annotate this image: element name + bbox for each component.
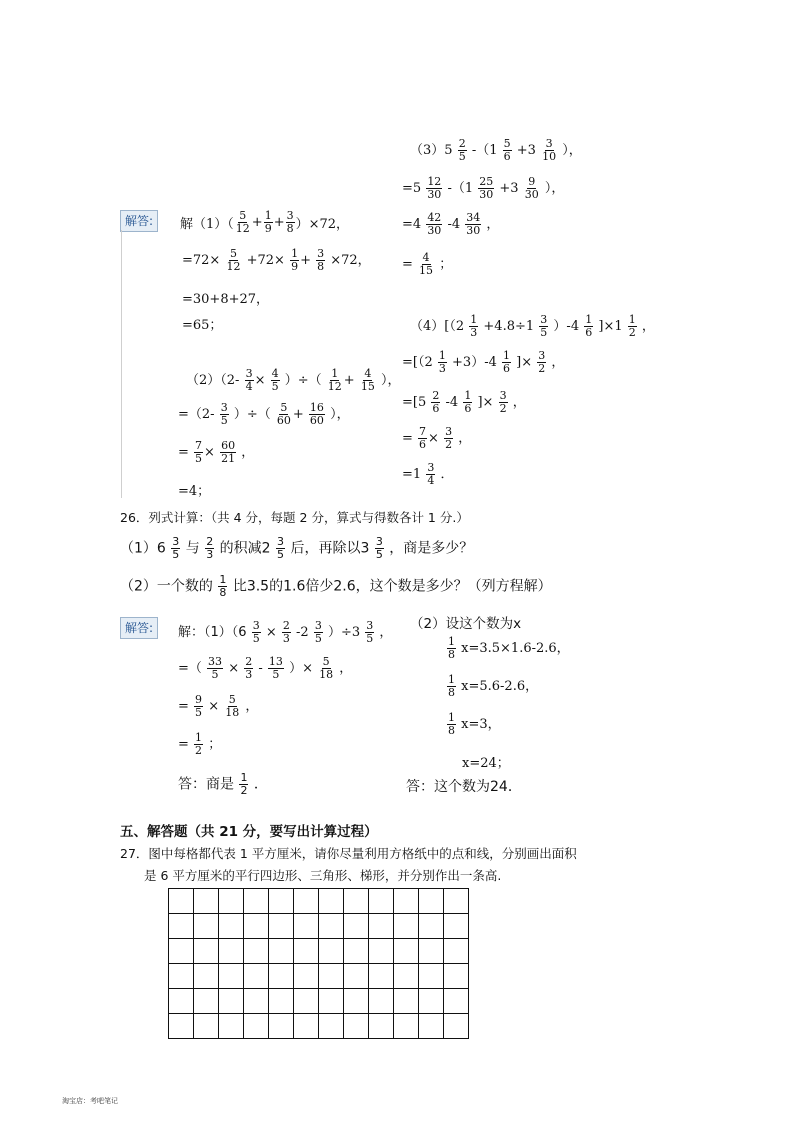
grid-cell xyxy=(444,939,469,964)
sol25-p3-line1: （3）5 $\frac{2}{5}$ -（1 $\frac{5}{6}$ +3 $\frac{3}{10}$ ）， xyxy=(410,137,582,163)
sol26-b-line3: $\frac{1}{8}$ x=5.6-2.6， xyxy=(448,673,539,699)
grid-paper xyxy=(168,888,469,1039)
grid-cell xyxy=(194,939,219,964)
grid-cell xyxy=(394,939,419,964)
fraction: $\frac{1}{2}$ xyxy=(195,731,203,757)
grid-cell xyxy=(169,939,194,964)
fraction: $\frac{3}{2}$ xyxy=(445,425,453,451)
grid-cell xyxy=(269,914,294,939)
sol26-a-line3: = $\frac{9}{5}$ × $\frac{5}{18}$ ， xyxy=(178,693,259,719)
fraction: $\frac{7}{5}$ xyxy=(195,439,203,465)
grid-cell xyxy=(319,964,344,989)
grid-cell xyxy=(169,964,194,989)
grid-cell xyxy=(219,889,244,914)
sol26-b-answer: 答：这个数为24． xyxy=(406,779,522,795)
grid-cell xyxy=(169,989,194,1014)
fraction: $\frac{1}{2}$ xyxy=(628,313,636,339)
grid-cell xyxy=(269,964,294,989)
sol25-p3-line2: =5 $\frac{12}{30}$ -（1 $\frac{25}{30}$ +3 $\frac{9}{30}$ ）， xyxy=(402,175,565,201)
sol25-p1-line3: =30+8+27， xyxy=(182,292,270,307)
q27-text-line1: 27．图中每格都代表 1 平方厘米，请你尽量利用方格纸中的点和线，分别画出面积 xyxy=(120,846,577,861)
fraction: $\frac{1}{9}$ xyxy=(291,247,299,273)
grid-cell xyxy=(444,889,469,914)
fraction: $\frac{5}{12}$ xyxy=(235,209,250,235)
fraction: $\frac{25}{30}$ xyxy=(479,175,494,201)
grid-row xyxy=(169,939,469,964)
grid-cell xyxy=(319,1014,344,1039)
grid-cell xyxy=(269,989,294,1014)
sol26-a-line4: = $\frac{1}{2}$ ； xyxy=(178,731,222,757)
fraction: $\frac{3}{5}$ xyxy=(375,535,383,561)
fraction: $\frac{2}{3}$ xyxy=(282,619,290,645)
sol26-a-line1: 解：（1）（6 $\frac{3}{5}$ × $\frac{2}{3}$ -2 $\frac{3}{5}$ ）÷3 $\frac{3}{5}$ ， xyxy=(178,619,393,645)
fraction: $\frac{3}{5}$ xyxy=(172,535,180,561)
grid-cell xyxy=(394,964,419,989)
grid-cell xyxy=(244,1014,269,1039)
grid-cell xyxy=(194,964,219,989)
fraction: $\frac{1}{8}$ xyxy=(448,711,455,737)
grid-cell xyxy=(444,914,469,939)
fraction: $\frac{3}{8}$ xyxy=(317,247,325,273)
fraction: $\frac{1}{8}$ xyxy=(448,635,455,661)
grid-cell xyxy=(219,939,244,964)
grid-cell xyxy=(294,964,319,989)
sol25-p1-line1: 解（1）（ $\frac{5}{12}$ + $\frac{1}{9}$ + $\frac{3}{8}$ ）×72， xyxy=(180,209,350,235)
fraction: $\frac{1}{6}$ xyxy=(585,313,593,339)
fraction: $\frac{4}{5}$ xyxy=(271,367,279,393)
fraction: $\frac{1}{9}$ xyxy=(264,209,272,235)
grid-cell xyxy=(244,989,269,1014)
grid-cell xyxy=(194,1014,219,1039)
fraction: $\frac{7}{6}$ xyxy=(419,425,427,451)
grid-cell xyxy=(344,889,369,914)
grid-cell xyxy=(169,914,194,939)
fraction: $\frac{3}{4}$ xyxy=(245,367,253,393)
grid-cell xyxy=(294,989,319,1014)
grid-cell xyxy=(269,939,294,964)
grid-cell xyxy=(394,914,419,939)
fraction: $\frac{3}{10}$ xyxy=(542,137,557,163)
fraction: $\frac{33}{5}$ xyxy=(208,655,223,681)
grid-cell xyxy=(394,889,419,914)
sol25-p2-line2: =（2- $\frac{3}{5}$ ）÷（ $\frac{5}{60}$ + $\frac{16}{60}$ ）， xyxy=(178,401,350,427)
grid-cell xyxy=(219,989,244,1014)
fraction: $\frac{1}{3}$ xyxy=(470,313,478,339)
grid-cell xyxy=(244,889,269,914)
grid-cell xyxy=(319,939,344,964)
fraction: $\frac{3}{5}$ xyxy=(366,619,374,645)
grid-cell xyxy=(294,889,319,914)
grid-cell xyxy=(294,914,319,939)
grid-cell xyxy=(219,1014,244,1039)
fraction: $\frac{34}{30}$ xyxy=(466,211,481,237)
sol25-p2-line4: =4； xyxy=(178,484,211,499)
grid-cell xyxy=(169,1014,194,1039)
fraction: $\frac{1}{6}$ xyxy=(503,349,510,375)
grid-cell xyxy=(419,914,444,939)
fraction: $\frac{5}{60}$ xyxy=(276,401,291,427)
fraction: $\frac{16}{60}$ xyxy=(309,401,324,427)
answer-label-26: 解答: xyxy=(120,617,158,639)
fraction: $\frac{5}{6}$ xyxy=(503,137,511,163)
grid-cell xyxy=(369,939,394,964)
fraction: $\frac{5}{18}$ xyxy=(225,693,240,719)
fraction: $\frac{3}{5}$ xyxy=(220,401,228,427)
fraction: $\frac{3}{5}$ xyxy=(252,619,260,645)
fraction: $\frac{3}{2}$ xyxy=(538,349,546,375)
answer-label-25: 解答: xyxy=(120,210,158,232)
grid-cell xyxy=(369,889,394,914)
grid-cell xyxy=(319,914,344,939)
grid-cell xyxy=(219,964,244,989)
grid-row xyxy=(169,964,469,989)
sol25-p4-line1: （4）[（2 $\frac{1}{3}$ +4.8÷1 $\frac{3}{5}$ ）-4 $\frac{1}{6}$ ]×1 $\frac{1}{2}$ ， xyxy=(410,313,655,339)
footer-shop: 淘宝店：考吧笔记 xyxy=(62,1097,118,1105)
sol25-p4-line3: =[5 $\frac{2}{6}$ -4 $\frac{1}{6}$ ]× $\frac{3}{2}$ ， xyxy=(402,389,526,415)
grid-cell xyxy=(344,1014,369,1039)
grid-cell xyxy=(244,914,269,939)
grid-cell xyxy=(344,964,369,989)
sol25-p2-line1: （2）（2- $\frac{3}{4}$ × $\frac{4}{5}$ ）÷（ $\frac{1}{12}$ + $\frac{4}{15}$ ）， xyxy=(186,367,401,393)
grid-cell xyxy=(369,964,394,989)
q27-text-line2: 是 6 平方厘米的平行四边形、三角形、梯形，并分别作出一条高. xyxy=(144,868,502,883)
sol25-p3-line4: = $\frac{4}{15}$ ； xyxy=(402,251,453,277)
fraction: $\frac{60}{21}$ xyxy=(221,439,236,465)
fraction: $\frac{13}{5}$ xyxy=(268,655,283,681)
grid-cell xyxy=(244,939,269,964)
grid-row xyxy=(169,914,469,939)
fraction: $\frac{3}{8}$ xyxy=(286,209,294,235)
sol25-p4-line5: =1 $\frac{3}{4}$ ． xyxy=(402,461,454,487)
grid-cell xyxy=(244,964,269,989)
grid-cell xyxy=(394,1014,419,1039)
grid-cell xyxy=(294,939,319,964)
fraction: $\frac{3}{5}$ xyxy=(540,313,548,339)
sol26-b-line2: $\frac{1}{8}$ x=3.5×1.6-2.6， xyxy=(448,635,570,661)
grid-cell xyxy=(419,889,444,914)
grid-cell xyxy=(294,1014,319,1039)
grid-row xyxy=(169,989,469,1014)
fraction: $\frac{4}{15}$ xyxy=(360,367,375,393)
grid-cell xyxy=(419,939,444,964)
grid-cell xyxy=(444,964,469,989)
answer-divider-25 xyxy=(121,230,122,498)
grid-cell xyxy=(319,989,344,1014)
grid-cell xyxy=(194,889,219,914)
sol25-p1-line4: =65； xyxy=(182,318,223,333)
grid-cell xyxy=(419,989,444,1014)
grid-cell xyxy=(319,889,344,914)
grid-cell xyxy=(444,989,469,1014)
fraction: $\frac{1}{8}$ xyxy=(448,673,455,699)
grid-cell xyxy=(369,1014,394,1039)
grid-cell xyxy=(269,889,294,914)
section5-title: 五、解答题（共 21 分，要写出计算过程） xyxy=(120,824,378,840)
sol25-p1-line2: =72× $\frac{5}{12}$ +72× $\frac{1}{9}$ + $\frac{3}{8}$ ×72， xyxy=(182,247,371,273)
sol25-p4-line2: =[（2 $\frac{1}{3}$ +3）-4 $\frac{1}{6}$ ]× $\frac{3}{2}$ ， xyxy=(402,349,565,375)
grid-cell xyxy=(219,914,244,939)
fraction: $\frac{12}{30}$ xyxy=(427,175,442,201)
fraction: $\frac{3}{5}$ xyxy=(314,619,322,645)
grid-cell xyxy=(369,989,394,1014)
grid-cell xyxy=(419,964,444,989)
fraction: $\frac{42}{30}$ xyxy=(427,211,442,237)
sol26-a-answer: 答：商是 $\frac{1}{2}$ ． xyxy=(178,771,268,797)
grid-cell xyxy=(194,989,219,1014)
fraction: $\frac{3}{5}$ xyxy=(277,535,285,561)
q26-sub2: （2）一个数的 $\frac{1}{8}$ 比3.5的1.6倍少2.6，这个数是多少？（列方程解） xyxy=(120,573,552,599)
sol26-a-line2: =（ $\frac{33}{5}$ × $\frac{2}{3}$ - $\frac{13}{5}$ ）× $\frac{5}{18}$ ， xyxy=(178,655,353,681)
fraction: $\frac{2}{6}$ xyxy=(432,389,440,415)
fraction: $\frac{9}{30}$ xyxy=(524,175,539,201)
fraction: $\frac{1}{12}$ xyxy=(327,367,342,393)
grid-cell xyxy=(444,1014,469,1039)
grid-cell xyxy=(344,939,369,964)
grid-cell xyxy=(344,914,369,939)
fraction: $\frac{1}{2}$ xyxy=(240,771,248,797)
sol26-b-line5: x=24； xyxy=(462,756,510,771)
sol25-p4-line4: = $\frac{7}{6}$ × $\frac{3}{2}$ ， xyxy=(402,425,472,451)
fraction: $\frac{1}{6}$ xyxy=(464,389,472,415)
fraction: $\frac{5}{18}$ xyxy=(319,655,334,681)
fraction: $\frac{2}{3}$ xyxy=(245,655,253,681)
fraction: $\frac{9}{5}$ xyxy=(195,693,203,719)
fraction: $\frac{2}{3}$ xyxy=(206,535,214,561)
grid-row xyxy=(169,889,469,914)
sol26-b-line1: （2）设这个数为x xyxy=(410,616,522,632)
sol26-b-line4: $\frac{1}{8}$ x=3， xyxy=(448,711,501,737)
grid-cell xyxy=(369,914,394,939)
fraction: $\frac{3}{4}$ xyxy=(427,461,435,487)
sol25-p3-line3: =4 $\frac{42}{30}$ -4 $\frac{34}{30}$ ， xyxy=(402,211,500,237)
grid-row xyxy=(169,1014,469,1039)
fraction: $\frac{2}{5}$ xyxy=(458,137,466,163)
grid-cell xyxy=(194,914,219,939)
grid-cell xyxy=(169,889,194,914)
fraction: $\frac{3}{2}$ xyxy=(499,389,507,415)
fraction: $\frac{1}{3}$ xyxy=(438,349,446,375)
grid-cell xyxy=(269,1014,294,1039)
fraction: $\frac{1}{8}$ xyxy=(219,573,227,599)
fraction: $\frac{5}{12}$ xyxy=(226,247,241,273)
q26-header: 26．列式计算：（共 4 分，每题 2 分，算式与得数各计 1 分.） xyxy=(120,510,469,525)
fraction: $\frac{4}{15}$ xyxy=(419,251,434,277)
sol25-p2-line3: = $\frac{7}{5}$ × $\frac{60}{21}$ ， xyxy=(178,439,255,465)
grid-cell xyxy=(344,989,369,1014)
q26-sub1: （1）6 $\frac{3}{5}$ 与 $\frac{2}{3}$ 的积减2 $\frac{3}{5}$ 后，再除以3 $\frac{3}{5}$ ，商是多少？ xyxy=(120,535,474,561)
grid-cell xyxy=(394,989,419,1014)
grid-cell xyxy=(419,1014,444,1039)
